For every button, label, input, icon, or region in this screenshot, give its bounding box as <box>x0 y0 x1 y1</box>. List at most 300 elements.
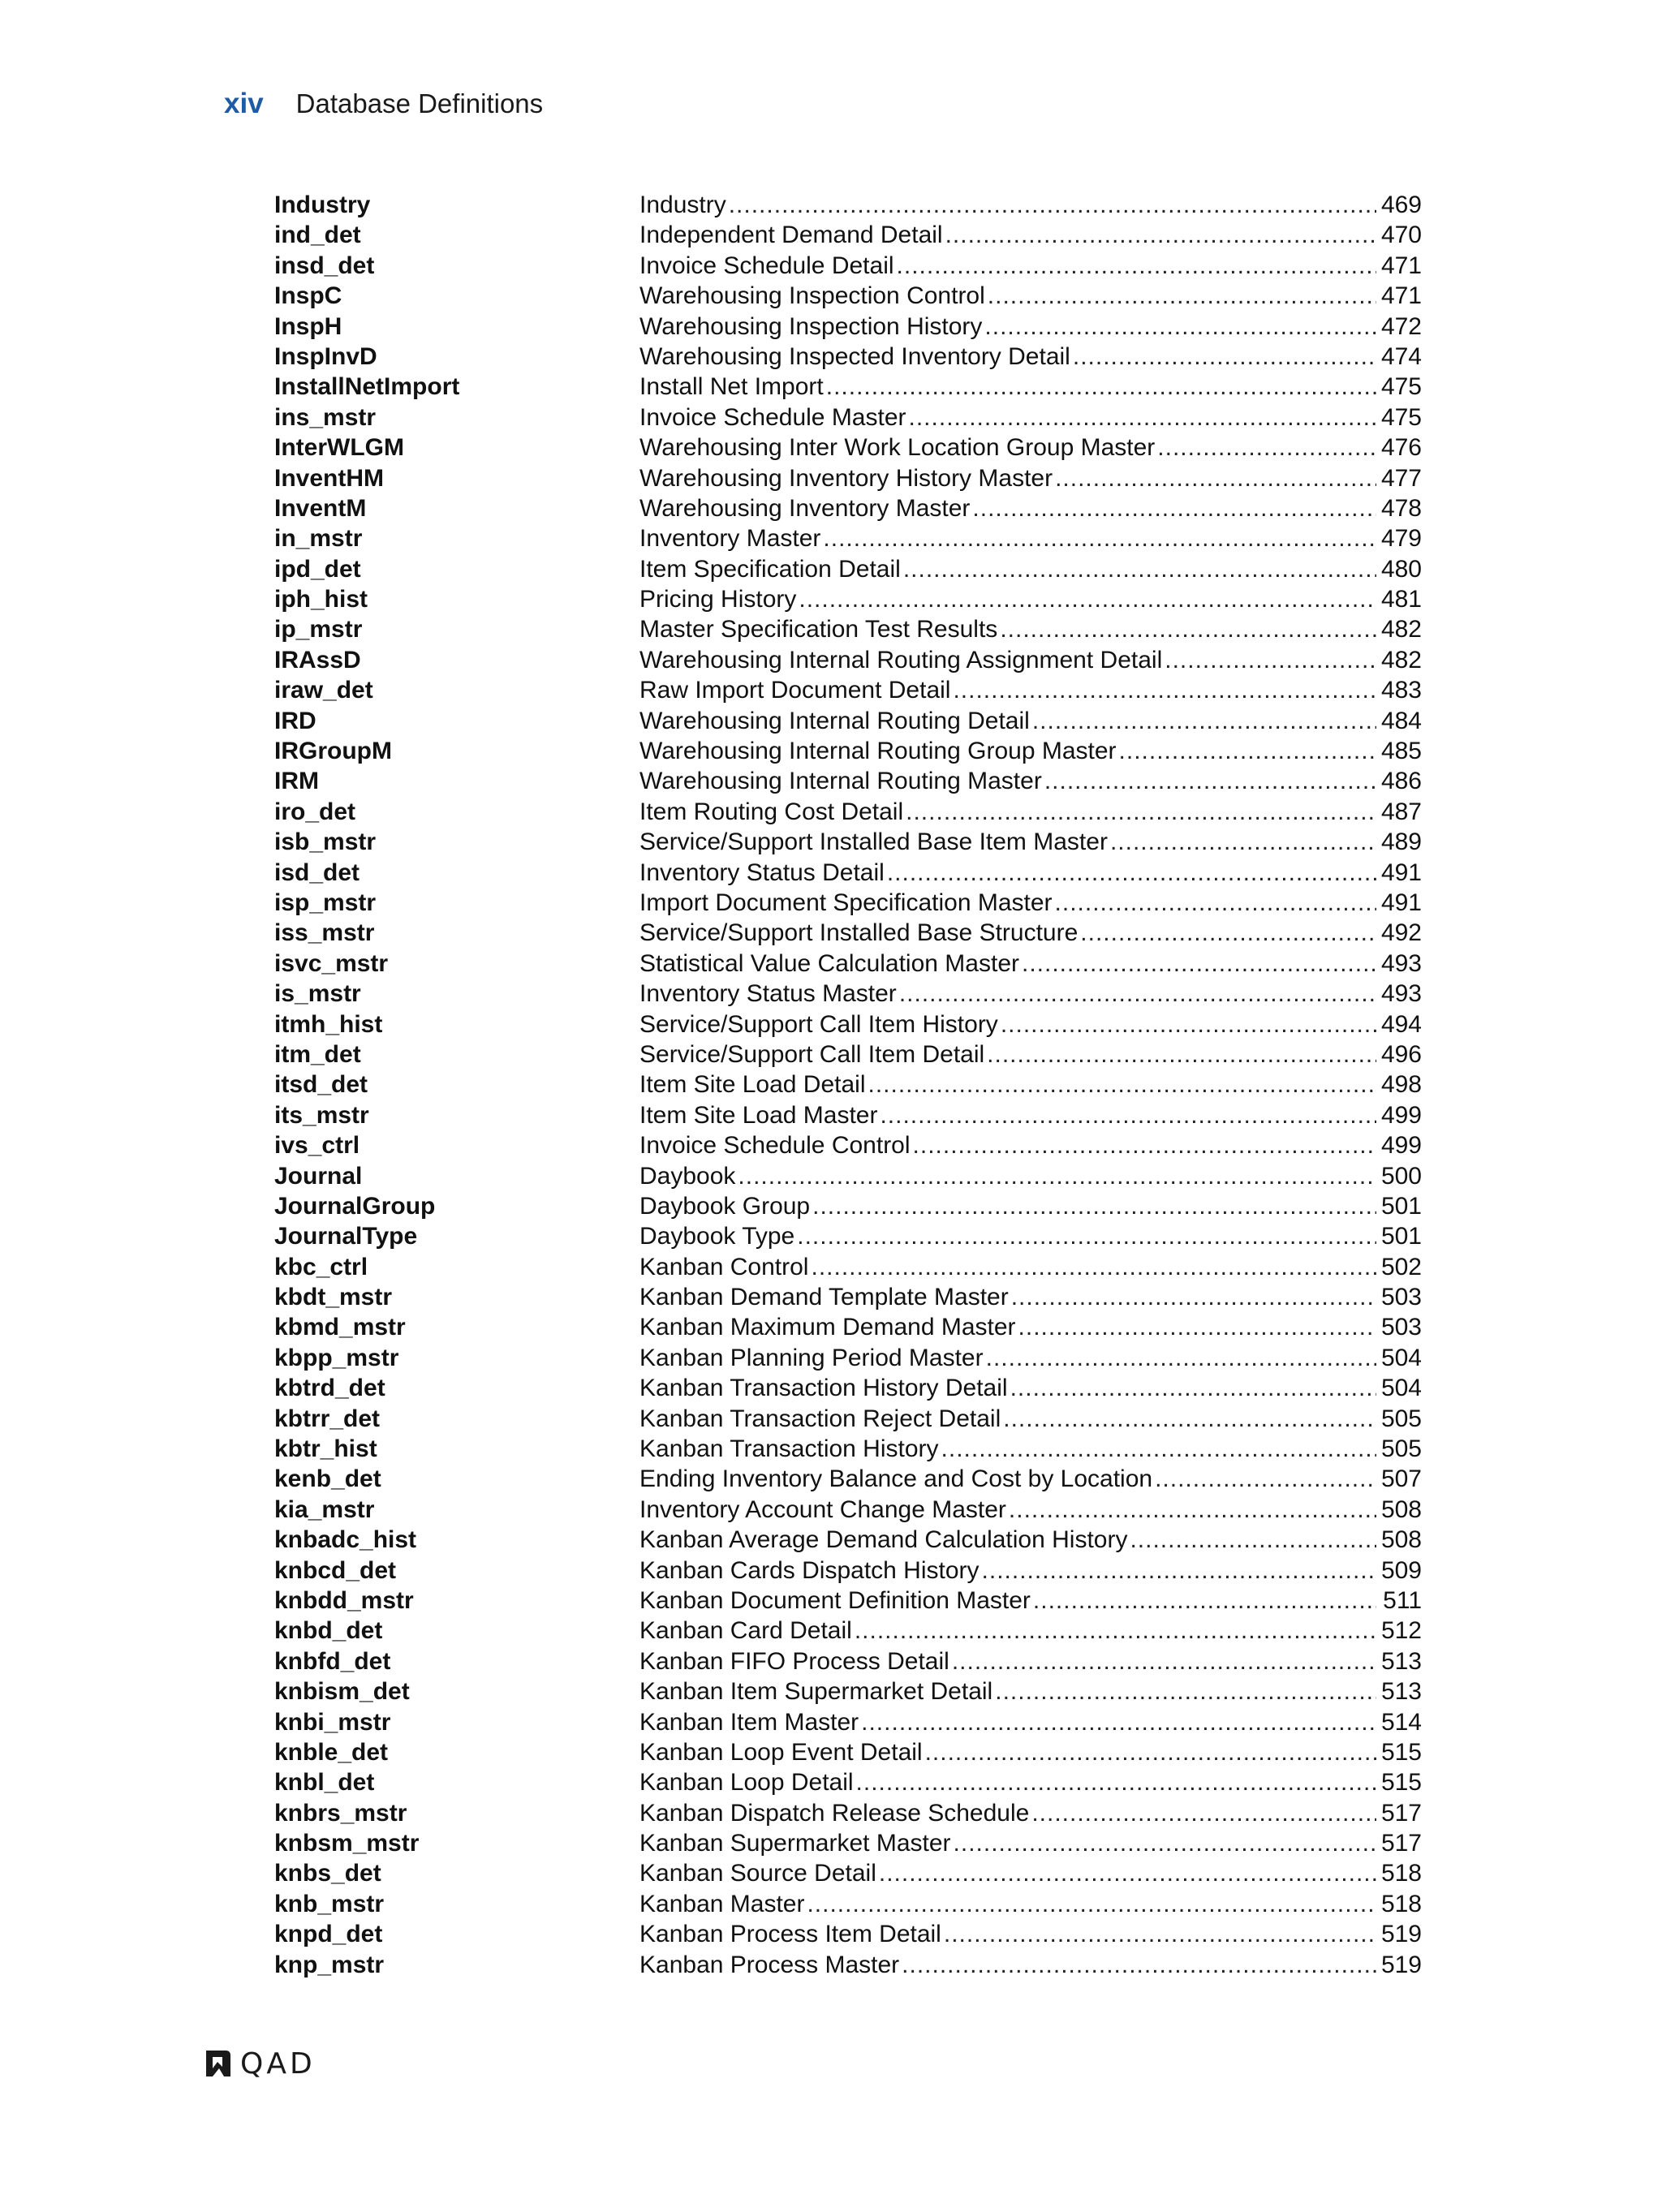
entry-description: Kanban Loop Detail <box>639 1769 854 1797</box>
entry-description: Kanban Document Definition Master <box>639 1586 1031 1614</box>
page-reference: 503 <box>1380 1284 1422 1311</box>
toc-entry[interactable] <box>274 766 1422 796</box>
entry-description: Warehousing Inspected Inventory Detail <box>639 342 1070 370</box>
entry-description: Invoice Schedule Control <box>639 1132 911 1160</box>
table-name: iph_hist <box>274 586 368 613</box>
entry-description-wrap <box>639 1434 1380 1464</box>
entry-description: Industry <box>639 192 726 218</box>
dot-leader <box>952 1646 1376 1676</box>
dot-leader <box>823 523 1376 553</box>
dot-leader <box>868 1069 1376 1100</box>
dot-leader <box>1080 918 1376 948</box>
table-name: itm_det <box>274 1040 361 1068</box>
page-reference: 471 <box>1380 252 1422 279</box>
entry-description-wrap <box>639 1312 1380 1342</box>
entry-description: Kanban FIFO Process Detail <box>639 1647 949 1675</box>
table-name: knb_mstr <box>274 1890 385 1917</box>
entry-description-wrap <box>639 1737 1380 1767</box>
table-name: kbtr_hist <box>274 1435 377 1463</box>
page-reference: 496 <box>1380 1040 1422 1068</box>
toc-entry[interactable] <box>274 918 1422 948</box>
toc-entry[interactable] <box>274 1009 1422 1039</box>
toc-entry[interactable] <box>274 342 1422 372</box>
table-of-contents <box>274 190 1422 1980</box>
entry-description-wrap <box>639 1586 1380 1616</box>
table-name: InterWLGM <box>274 434 404 462</box>
entry-description: Kanban Process Item Detail <box>639 1921 941 1948</box>
dot-leader <box>982 1556 1376 1586</box>
page-reference: 483 <box>1380 677 1422 704</box>
entry-description: Invoice Schedule Detail <box>639 252 894 279</box>
toc-entry[interactable] <box>274 979 1422 1009</box>
entry-description: Kanban Source Detail <box>639 1860 876 1887</box>
entry-description: Invoice Schedule Master <box>639 403 906 431</box>
toc-entry[interactable] <box>274 281 1422 311</box>
page-reference: 517 <box>1380 1799 1422 1827</box>
table-name: is_mstr <box>274 980 361 1008</box>
page-reference: 471 <box>1380 282 1422 310</box>
dot-leader <box>879 1858 1376 1888</box>
dot-leader <box>1157 433 1376 463</box>
entry-description-wrap <box>639 372 1380 402</box>
entry-description: Warehousing Internal Routing Assignment Detail <box>639 646 1163 673</box>
page-reference: 519 <box>1380 1921 1422 1948</box>
toc-entry[interactable] <box>274 1312 1422 1342</box>
entry-description-wrap <box>639 1616 1380 1646</box>
page-reference: 513 <box>1380 1647 1422 1675</box>
toc-entry[interactable] <box>274 1069 1422 1100</box>
entry-description-wrap <box>639 1707 1380 1737</box>
entry-description-wrap <box>639 827 1380 857</box>
dot-leader <box>941 1434 1376 1464</box>
entry-description: Daybook Type <box>639 1223 795 1250</box>
toc-entry[interactable] <box>274 1646 1422 1676</box>
entry-description-wrap <box>639 190 1380 220</box>
toc-entry[interactable] <box>274 1737 1422 1767</box>
entry-description-wrap <box>639 1950 1380 1980</box>
toc-entry[interactable] <box>274 1950 1422 1980</box>
table-name: ip_mstr <box>274 616 363 643</box>
page-reference: 485 <box>1380 738 1422 765</box>
toc-entry[interactable] <box>274 1889 1422 1919</box>
dot-leader <box>1022 949 1376 979</box>
dot-leader <box>1011 1282 1376 1312</box>
dot-leader <box>987 1039 1376 1069</box>
table-name: iro_det <box>274 798 356 825</box>
toc-entry[interactable] <box>274 312 1422 342</box>
entry-description: Warehousing Inventory Master <box>639 494 971 522</box>
entry-description: Warehousing Internal Routing Master <box>639 768 1042 795</box>
page-reference: 475 <box>1380 373 1422 401</box>
entry-description: Import Document Specification Master <box>639 889 1053 916</box>
table-name: kbtrd_det <box>274 1375 385 1402</box>
entry-description-wrap <box>639 281 1380 311</box>
dot-leader <box>1165 645 1376 675</box>
page-reference: 492 <box>1380 919 1422 947</box>
table-name: kbc_ctrl <box>274 1253 368 1280</box>
entry-description: Kanban Process Master <box>639 1951 900 1978</box>
dot-leader <box>861 1707 1376 1737</box>
toc-entry[interactable] <box>274 190 1422 220</box>
page-reference: 489 <box>1380 828 1422 856</box>
table-name: kbdt_mstr <box>274 1284 393 1311</box>
page-reference: 493 <box>1380 980 1422 1008</box>
entry-description-wrap <box>639 1495 1380 1525</box>
toc-entry[interactable] <box>274 1919 1422 1949</box>
dot-leader <box>909 402 1376 433</box>
toc-entry[interactable] <box>274 888 1422 918</box>
dot-leader <box>1130 1525 1376 1555</box>
table-name: isd_det <box>274 859 360 886</box>
page-reference: 472 <box>1380 312 1422 340</box>
dot-leader <box>1001 1009 1376 1039</box>
toc-entry[interactable] <box>274 645 1422 675</box>
table-name: IRGroupM <box>274 738 392 765</box>
toc-entry[interactable] <box>274 1616 1422 1646</box>
document-title: Database Definitions <box>295 88 544 118</box>
toc-entry[interactable] <box>274 1828 1422 1858</box>
table-name: InspInvD <box>274 342 377 370</box>
toc-entry[interactable] <box>274 1130 1422 1160</box>
page-header <box>224 88 543 128</box>
toc-entry[interactable] <box>274 706 1422 736</box>
table-name: knbism_det <box>274 1678 410 1706</box>
toc-entry[interactable] <box>274 1221 1422 1251</box>
table-name: IRAssD <box>274 646 361 673</box>
dot-leader <box>1073 342 1376 372</box>
page-reference: 487 <box>1380 798 1422 825</box>
toc-entry[interactable] <box>274 1767 1422 1797</box>
toc-entry[interactable] <box>274 372 1422 402</box>
page-reference: 475 <box>1380 403 1422 431</box>
toc-entry[interactable] <box>274 827 1422 857</box>
toc-entry[interactable] <box>274 1798 1422 1828</box>
dot-leader <box>1155 1464 1376 1494</box>
page-reference: 515 <box>1380 1738 1422 1766</box>
page-reference: 477 <box>1380 464 1422 492</box>
page-reference: 501 <box>1380 1223 1422 1250</box>
entry-description-wrap <box>639 614 1380 644</box>
entry-description-wrap <box>639 1889 1380 1919</box>
entry-description: Item Routing Cost Detail <box>639 798 904 825</box>
entry-description: Service/Support Installed Base Item Master <box>639 828 1108 856</box>
table-name: ins_mstr <box>274 403 377 431</box>
entry-description: Warehousing Inspection History <box>639 312 983 340</box>
entry-description-wrap <box>639 1252 1380 1282</box>
dot-leader <box>1009 1495 1376 1525</box>
table-name: isb_mstr <box>274 828 377 856</box>
toc-entry[interactable] <box>274 433 1422 463</box>
entry-description-wrap <box>639 1404 1380 1434</box>
entry-description-wrap <box>639 949 1380 979</box>
table-name: kbmd_mstr <box>274 1314 406 1341</box>
entry-description: Master Specification Test Results <box>639 616 998 643</box>
entry-description-wrap <box>639 312 1380 342</box>
entry-description-wrap <box>639 858 1380 888</box>
entry-description: Item Specification Detail <box>639 555 901 583</box>
table-name: knbi_mstr <box>274 1708 391 1736</box>
table-name: JournalType <box>274 1223 418 1250</box>
dot-leader <box>944 1919 1376 1949</box>
toc-entry[interactable] <box>274 402 1422 433</box>
toc-entry[interactable] <box>274 1707 1422 1737</box>
toc-entry[interactable] <box>274 523 1422 553</box>
toc-entry[interactable] <box>274 493 1422 523</box>
page-reference: 507 <box>1380 1465 1422 1493</box>
toc-entry[interactable] <box>274 1676 1422 1706</box>
page-reference: 486 <box>1380 768 1422 795</box>
entry-description: Service/Support Call Item History <box>639 1010 998 1038</box>
page-reference: 508 <box>1380 1526 1422 1554</box>
page-reference: 511 <box>1383 1586 1422 1614</box>
page-reference: 491 <box>1380 889 1422 916</box>
toc-entry[interactable] <box>274 1495 1422 1525</box>
table-name: iraw_det <box>274 677 373 704</box>
table-name: isvc_mstr <box>274 949 389 977</box>
entry-description: Kanban Planning Period Master <box>639 1344 984 1371</box>
page-number: xiv <box>224 88 264 119</box>
table-name: itmh_hist <box>274 1010 383 1038</box>
dot-leader <box>856 1767 1376 1797</box>
toc-entry[interactable] <box>274 1858 1422 1888</box>
page-reference: 518 <box>1380 1860 1422 1887</box>
dot-leader <box>986 1343 1376 1373</box>
entry-description-wrap <box>639 1282 1380 1312</box>
toc-entry[interactable] <box>274 1161 1422 1191</box>
entry-description: Statistical Value Calculation Master <box>639 949 1019 977</box>
page-reference: 469 <box>1380 192 1422 218</box>
table-name: Industry <box>274 192 371 218</box>
page-reference: 517 <box>1380 1830 1422 1857</box>
toc-entry[interactable] <box>274 584 1422 614</box>
table-name: iss_mstr <box>274 919 375 947</box>
entry-description-wrap <box>639 1161 1380 1191</box>
entry-description-wrap <box>639 1039 1380 1069</box>
page-reference: 481 <box>1380 586 1422 613</box>
toc-entry[interactable] <box>274 1586 1422 1616</box>
entry-description-wrap <box>639 1556 1380 1586</box>
entry-description: Pricing History <box>639 586 797 613</box>
entry-description: Warehousing Internal Routing Group Master <box>639 738 1117 765</box>
dot-leader <box>954 1828 1376 1858</box>
page-reference: 504 <box>1380 1344 1422 1371</box>
page-reference: 512 <box>1380 1617 1422 1645</box>
entry-description-wrap <box>639 523 1380 553</box>
dot-leader <box>799 584 1376 614</box>
entry-description: Warehousing Inter Work Location Group Master <box>639 434 1156 462</box>
table-name: IRD <box>274 707 316 734</box>
dot-leader <box>903 554 1376 584</box>
dot-leader <box>953 675 1376 705</box>
dot-leader <box>826 372 1376 402</box>
entry-description: Item Site Load Master <box>639 1101 878 1129</box>
entry-description-wrap <box>639 1676 1380 1706</box>
toc-entry[interactable] <box>274 1556 1422 1586</box>
entry-description-wrap <box>639 1858 1380 1888</box>
entry-description-wrap <box>639 979 1380 1009</box>
entry-description-wrap <box>639 433 1380 463</box>
page-reference: 502 <box>1380 1253 1422 1280</box>
entry-description: Kanban Item Supermarket Detail <box>639 1678 993 1706</box>
table-name: InventHM <box>274 464 384 492</box>
toc-entry[interactable] <box>274 949 1422 979</box>
entry-description: Warehousing Inspection Control <box>639 282 985 310</box>
table-name: kenb_det <box>274 1465 381 1493</box>
table-name: InspH <box>274 312 342 340</box>
dot-leader <box>729 190 1376 220</box>
entry-description: Inventory Master <box>639 525 821 553</box>
entry-description-wrap <box>639 675 1380 705</box>
toc-entry[interactable] <box>274 554 1422 584</box>
dot-leader <box>738 1161 1376 1191</box>
entry-description-wrap <box>639 584 1380 614</box>
entry-description-wrap <box>639 645 1380 675</box>
dot-leader <box>902 1950 1376 1980</box>
page-reference: 508 <box>1380 1495 1422 1523</box>
table-name: knp_mstr <box>274 1951 385 1978</box>
entry-description: Kanban Card Detail <box>639 1617 852 1645</box>
entry-description-wrap <box>639 918 1380 948</box>
table-name: InspC <box>274 282 342 310</box>
toc-entry[interactable] <box>274 463 1422 493</box>
entry-description: Daybook <box>639 1162 736 1190</box>
entry-description-wrap <box>639 1009 1380 1039</box>
entry-description: Kanban Maximum Demand Master <box>639 1314 1016 1341</box>
entry-description-wrap <box>639 554 1380 584</box>
page-reference: 493 <box>1380 949 1422 977</box>
toc-entry[interactable] <box>274 1100 1422 1130</box>
toc-entry[interactable] <box>274 251 1422 281</box>
entry-description-wrap <box>639 1100 1380 1130</box>
entry-description-wrap <box>639 1828 1380 1858</box>
toc-entry[interactable] <box>274 1434 1422 1464</box>
toc-entry[interactable] <box>274 1464 1422 1494</box>
table-name: knbs_det <box>274 1860 381 1887</box>
dot-leader <box>1055 888 1376 918</box>
entry-description-wrap <box>639 888 1380 918</box>
entry-description: Warehousing Inventory History Master <box>639 464 1053 492</box>
page-reference: 494 <box>1380 1010 1422 1038</box>
page-reference: 499 <box>1380 1101 1422 1129</box>
entry-description: Kanban Supermarket Master <box>639 1830 951 1857</box>
page-reference: 484 <box>1380 707 1422 734</box>
dot-leader <box>812 1191 1376 1221</box>
dot-leader <box>995 1676 1376 1706</box>
entry-description-wrap <box>639 1191 1380 1221</box>
dot-leader <box>1010 1373 1376 1403</box>
toc-entry[interactable] <box>274 797 1422 827</box>
qad-logo-icon <box>201 2047 234 2080</box>
table-name: isp_mstr <box>274 889 377 916</box>
table-name: knbl_det <box>274 1769 375 1797</box>
entry-description: Install Net Import <box>639 373 824 401</box>
entry-description-wrap <box>639 1798 1380 1828</box>
page-reference: 503 <box>1380 1314 1422 1341</box>
entry-description: Independent Demand Detail <box>639 222 943 249</box>
entry-description: Kanban Master <box>639 1890 805 1917</box>
entry-description: Ending Inventory Balance and Cost by Location <box>639 1465 1153 1493</box>
entry-description: Kanban Transaction History <box>639 1435 939 1463</box>
entry-description: Service/Support Call Item Detail <box>639 1040 985 1068</box>
toc-entry[interactable] <box>274 1525 1422 1555</box>
dot-leader <box>887 858 1376 888</box>
page-reference: 470 <box>1380 222 1422 249</box>
page-reference: 479 <box>1380 525 1422 553</box>
entry-description-wrap <box>639 706 1380 736</box>
entry-description: Daybook Group <box>639 1192 811 1220</box>
toc-entry[interactable] <box>274 1404 1422 1434</box>
page-reference: 476 <box>1380 434 1422 462</box>
page-reference: 491 <box>1380 859 1422 886</box>
entry-description: Kanban Item Master <box>639 1708 859 1736</box>
entry-description-wrap <box>639 1343 1380 1373</box>
dot-leader <box>925 1737 1376 1767</box>
dot-leader <box>1044 766 1376 796</box>
toc-entry[interactable] <box>274 1343 1422 1373</box>
qad-logo <box>201 2045 316 2082</box>
entry-description-wrap <box>639 342 1380 372</box>
entry-description: Kanban Demand Template Master <box>639 1284 1009 1311</box>
page-reference: 509 <box>1380 1556 1422 1584</box>
table-name: knbdd_mstr <box>274 1586 414 1614</box>
toc-entry[interactable] <box>274 858 1422 888</box>
page-reference: 504 <box>1380 1375 1422 1402</box>
entry-description: Kanban Loop Event Detail <box>639 1738 923 1766</box>
dot-leader <box>797 1221 1376 1251</box>
page-reference: 513 <box>1380 1678 1422 1706</box>
logo-text: QAD <box>240 2046 316 2081</box>
table-name: knbrs_mstr <box>274 1799 407 1827</box>
toc-entry[interactable] <box>274 1039 1422 1069</box>
page-reference: 518 <box>1380 1890 1422 1917</box>
toc-entry[interactable] <box>274 220 1422 250</box>
table-name: IRM <box>274 768 319 795</box>
dot-leader <box>855 1616 1376 1646</box>
toc-entry[interactable] <box>274 1282 1422 1312</box>
dot-leader <box>897 251 1376 281</box>
entry-description: Service/Support Installed Base Structure <box>639 919 1079 947</box>
entry-description-wrap <box>639 1464 1380 1494</box>
toc-entry[interactable] <box>274 675 1422 705</box>
dot-leader <box>984 312 1376 342</box>
dot-leader <box>913 1130 1376 1160</box>
dot-leader <box>811 1252 1376 1282</box>
dot-leader <box>1119 736 1376 766</box>
entry-description: Inventory Status Detail <box>639 859 885 886</box>
entry-description-wrap <box>639 1646 1380 1676</box>
page-reference: 478 <box>1380 494 1422 522</box>
toc-entry[interactable] <box>274 1191 1422 1221</box>
entry-description: Kanban Transaction History Detail <box>639 1375 1008 1402</box>
toc-entry[interactable] <box>274 1252 1422 1282</box>
toc-entry[interactable] <box>274 614 1422 644</box>
entry-description-wrap <box>639 493 1380 523</box>
page-reference: 480 <box>1380 555 1422 583</box>
dot-leader <box>906 797 1376 827</box>
page-reference: 514 <box>1380 1708 1422 1736</box>
dot-leader <box>899 979 1376 1009</box>
page-reference: 519 <box>1380 1951 1422 1978</box>
toc-entry[interactable] <box>274 736 1422 766</box>
table-name: JournalGroup <box>274 1192 436 1220</box>
toc-entry[interactable] <box>274 1373 1422 1403</box>
dot-leader <box>1110 827 1376 857</box>
table-name: insd_det <box>274 252 375 279</box>
dot-leader <box>1003 1404 1376 1434</box>
table-name: in_mstr <box>274 525 363 553</box>
dot-leader <box>880 1100 1376 1130</box>
entry-description: Kanban Control <box>639 1253 809 1280</box>
